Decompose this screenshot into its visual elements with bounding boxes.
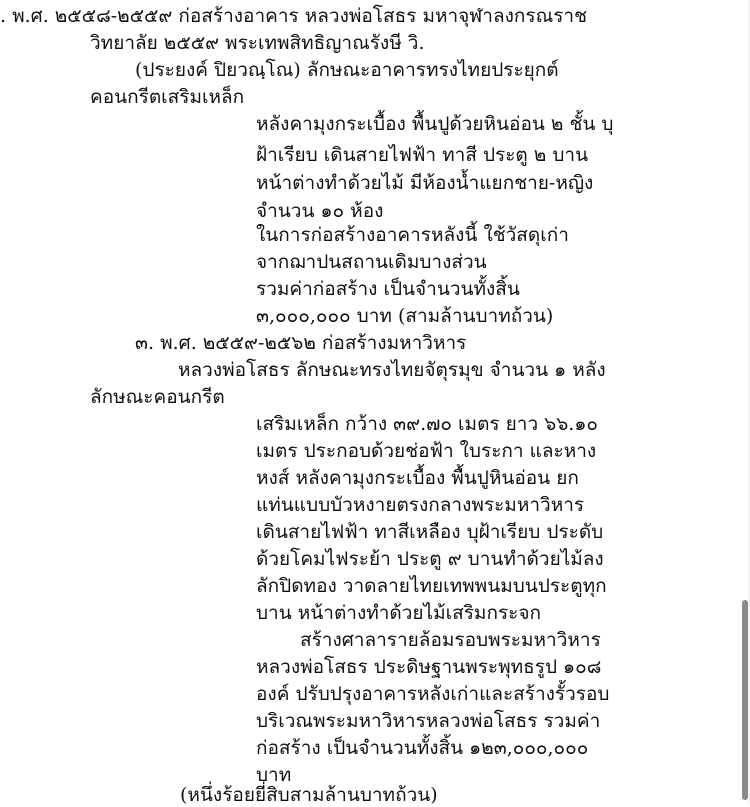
text-line: บริเวณพระมหาวิหารหลวงพ่อโสธร รวมค่า bbox=[256, 710, 601, 732]
text-line: แท่นแบบบัวหงายตรงกลางพระมหาวิหาร bbox=[256, 494, 585, 516]
text-line: เมตร ประกอบด้วยช่อฟ้า ใบระกา และหาง bbox=[256, 440, 597, 462]
text-line: บาท bbox=[256, 764, 292, 786]
text-line: ลักษณะคอนกรีต bbox=[90, 386, 225, 408]
text-line: สร้างศาลารายล้อมรอบพระมหาวิหาร bbox=[300, 629, 601, 651]
text-line: วิทยาลัย ๒๕๕๙ พระเทพสิทธิญาณรังษี วิ. bbox=[90, 32, 425, 54]
text-line: ด้วยโคมไฟระย้า ประตู ๙ บานทำด้วยไม้ลง bbox=[256, 548, 604, 570]
section-heading: ๓. พ.ศ. ๒๕๕๙-๒๕๖๒ ก่อสร้างมหาวิหาร bbox=[135, 332, 467, 354]
text-line: เสริมเหล็ก กว้าง ๓๙.๗๐ เมตร ยาว ๖๖.๑๐ bbox=[256, 413, 598, 435]
text-line: (หนึ่งร้อยยี่สิบสามล้านบาทถ้วน) bbox=[180, 784, 438, 806]
vertical-scrollbar[interactable] bbox=[742, 600, 748, 800]
text-line: จากฌาปนสถานเดิมบางส่วน bbox=[256, 251, 487, 273]
text-line: เดินสายไฟฟ้า ทาสีเหลือง บุฝ้าเรียบ ประดับ bbox=[256, 521, 604, 543]
text-line: หลังคามุงกระเบื้อง พื้นปูด้วยหินอ่อน ๒ ชั้น บุ bbox=[256, 113, 614, 135]
text-line: หลวงพ่อโสธร ประดิษฐานพระพุทธรูป ๑๐๘ bbox=[256, 656, 602, 678]
text-line: หงส์ หลังคามุงกระเบื้อง พื้นปูหินอ่อน ยก bbox=[256, 467, 579, 489]
text-line: (ประยงค์ ปิยวณฺโณ) ลักษณะอาคารทรงไทยประยุกต์ bbox=[135, 59, 559, 81]
text-line: ก่อสร้าง เป็นจำนวนทั้งสิ้น ๑๒๓,๐๐๐,๐๐๐ bbox=[256, 737, 589, 759]
text-line: . พ.ศ. ๒๕๕๘-๒๕๕๙ ก่อสร้างอาคาร หลวงพ่อโสธร มหาจุฬาลงกรณราช bbox=[0, 5, 587, 27]
text-line: รวมค่าก่อสร้าง เป็นจำนวนทั้งสิ้น bbox=[256, 278, 520, 300]
text-line: หลวงพ่อโสธร ลักษณะทรงไทยจัตุรมุข จำนวน ๑ หลัง bbox=[178, 359, 606, 381]
text-line: ลักปิดทอง วาดลายไทยเทพพนมบนประตูทุก bbox=[256, 575, 607, 597]
text-line: องค์ ปรับปรุงอาคารหลังเก่าและสร้างรั้วรอบ bbox=[256, 683, 610, 705]
text-line: ๓,๐๐๐,๐๐๐ บาท (สามล้านบาทถ้วน) bbox=[256, 305, 554, 327]
text-line: ในการก่อสร้างอาคารหลังนี้ ใช้วัสดุเก่า bbox=[256, 224, 569, 246]
text-line: หน้าต่างทำด้วยไม้ มีห้องน้ำแยกชาย-หญิง bbox=[256, 172, 594, 194]
text-line: คอนกรีตเสริมเหล็ก bbox=[90, 86, 245, 108]
text-line: จำนวน ๑๐ ห้อง bbox=[256, 200, 384, 222]
text-line: ฝ้าเรียบ เดินสายไฟฟ้า ทาสี ประตู ๒ บาน bbox=[256, 144, 589, 166]
text-line: บาน หน้าต่างทำด้วยไม้เสริมกระจก bbox=[256, 602, 542, 624]
